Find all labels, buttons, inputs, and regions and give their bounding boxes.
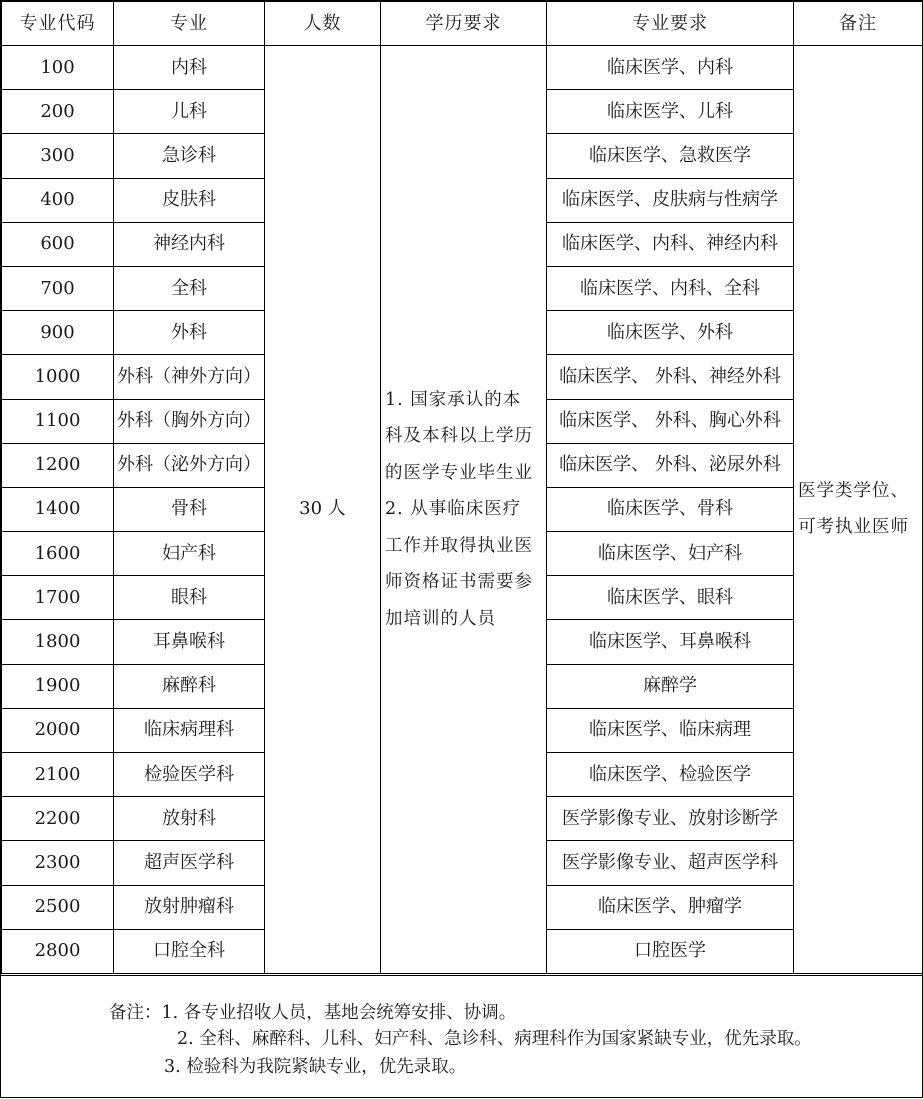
- specialty-code-cell: 100: [2, 46, 114, 90]
- specialty-requirement-cell: 医学影像专业、超声医学科: [547, 841, 794, 885]
- education-line: 加培训的人员: [385, 608, 496, 629]
- specialty-code-cell: 700: [2, 266, 114, 310]
- specialty-name-cell: 儿科: [114, 90, 265, 134]
- specialty-code-cell: 2200: [2, 797, 114, 841]
- specialty-name-cell: 临床病理科: [114, 708, 265, 752]
- specialty-code-cell: 300: [2, 134, 114, 178]
- education-requirement-cell: [381, 46, 547, 974]
- specialty-requirement-cell: 临床医学、骨科: [547, 487, 794, 531]
- specialty-requirement-cell: 口腔医学: [547, 929, 794, 973]
- specialty-requirement-cell: 临床医学、 外科、泌尿外科: [547, 443, 794, 487]
- specialty-code-cell: 1700: [2, 576, 114, 620]
- education-line: 工作并取得执业医: [385, 535, 533, 556]
- specialty-code-cell: 1800: [2, 620, 114, 664]
- specialty-requirement-cell: 临床医学、内科、神经内科: [547, 222, 794, 266]
- note-cell: [794, 46, 923, 974]
- specialty-requirement-cell: 临床医学、 外科、神经外科: [547, 355, 794, 399]
- specialty-name-cell: 放射科: [114, 797, 265, 841]
- specialty-requirement-cell: 临床医学、肿瘤学: [547, 885, 794, 929]
- education-line: 师资格证书需要参: [385, 572, 533, 593]
- specialty-requirement-cell: 临床医学、内科: [547, 46, 794, 90]
- header-note: 备注: [794, 2, 923, 46]
- header-requirement: 专业要求: [547, 2, 794, 46]
- specialty-code-cell: 400: [2, 178, 114, 222]
- table-header-row: [2, 2, 923, 46]
- specialty-name-cell: 口腔全科: [114, 929, 265, 973]
- specialty-requirement-cell: 临床医学、 外科、胸心外科: [547, 399, 794, 443]
- remark-line-2: 2. 全科、麻醉科、儿科、妇产科、急诊科、病理科作为国家紧缺专业，优先录取。: [177, 1029, 812, 1049]
- specialty-requirement-cell: 临床医学、急救医学: [547, 134, 794, 178]
- specialty-requirement-cell: 临床医学、儿科: [547, 90, 794, 134]
- specialty-code-cell: 2000: [2, 708, 114, 752]
- remark-line-1: 备注：1. 各专业招收人员，基地会统筹安排、协调。: [109, 1003, 517, 1023]
- specialty-name-cell: 外科（胸外方向）: [114, 399, 265, 443]
- specialty-requirement-cell: 临床医学、临床病理: [547, 708, 794, 752]
- specialty-name-cell: 放射肿瘤科: [114, 885, 265, 929]
- specialty-requirement-cell: 临床医学、外科: [547, 311, 794, 355]
- specialty-name-cell: 急诊科: [114, 134, 265, 178]
- specialty-table: [1, 1, 923, 974]
- remark-line-3: 3. 检验科为我院紧缺专业，优先录取。: [164, 1057, 467, 1077]
- specialty-requirement-cell: 医学影像专业、放射诊断学: [547, 797, 794, 841]
- specialty-name-cell: 超声医学科: [114, 841, 265, 885]
- note-line: 可考执业医师: [798, 517, 909, 538]
- specialty-code-cell: 2500: [2, 885, 114, 929]
- specialty-requirement-cell: 临床医学、内科、全科: [547, 266, 794, 310]
- specialty-code-cell: 2300: [2, 841, 114, 885]
- specialty-requirement-cell: 麻醉学: [547, 664, 794, 708]
- note-line: 医学类学位、: [798, 481, 909, 502]
- specialty-name-cell: 眼科: [114, 576, 265, 620]
- education-line: 科及本科以上学历: [385, 426, 533, 447]
- header-specialty: 专业: [114, 2, 265, 46]
- specialty-name-cell: 神经内科: [114, 222, 265, 266]
- count-cell: 30 人: [265, 46, 381, 974]
- specialty-code-cell: 1900: [2, 664, 114, 708]
- header-education: 学历要求: [381, 2, 547, 46]
- specialty-name-cell: 皮肤科: [114, 178, 265, 222]
- specialty-requirement-cell: 临床医学、检验医学: [547, 753, 794, 797]
- education-line: 1. 国家承认的本: [385, 389, 522, 410]
- table-row: [2, 46, 923, 90]
- specialty-code-cell: 2100: [2, 753, 114, 797]
- specialty-name-cell: 内科: [114, 46, 265, 90]
- specialty-name-cell: 耳鼻喉科: [114, 620, 265, 664]
- specialty-name-cell: 外科（泌外方向）: [114, 443, 265, 487]
- specialty-code-cell: 1200: [2, 443, 114, 487]
- specialty-requirement-cell: 临床医学、皮肤病与性病学: [547, 178, 794, 222]
- specialty-name-cell: 外科: [114, 311, 265, 355]
- specialty-name-cell: 麻醉科: [114, 664, 265, 708]
- specialty-name-cell: 骨科: [114, 487, 265, 531]
- specialty-code-cell: 2800: [2, 929, 114, 973]
- specialty-code-cell: 1600: [2, 532, 114, 576]
- specialty-requirement-cell: 临床医学、眼科: [547, 576, 794, 620]
- specialty-name-cell: 全科: [114, 266, 265, 310]
- specialty-name-cell: 妇产科: [114, 532, 265, 576]
- education-line: 的医学专业毕生业: [385, 462, 533, 483]
- education-line: 2. 从事临床医疗: [385, 499, 522, 520]
- specialty-code-cell: 200: [2, 90, 114, 134]
- specialty-requirement-cell: 临床医学、妇产科: [547, 532, 794, 576]
- specialty-code-cell: 1000: [2, 355, 114, 399]
- specialty-code-cell: 600: [2, 222, 114, 266]
- header-count: 人数: [265, 2, 381, 46]
- specialty-requirement-cell: 临床医学、耳鼻喉科: [547, 620, 794, 664]
- specialty-name-cell: 检验医学科: [114, 753, 265, 797]
- specialty-code-cell: 1100: [2, 399, 114, 443]
- specialty-code-cell: 900: [2, 311, 114, 355]
- header-code: 专业代码: [2, 2, 114, 46]
- specialty-name-cell: 外科（神外方向）: [114, 355, 265, 399]
- remarks-section: [1, 975, 922, 1099]
- specialty-code-cell: 1400: [2, 487, 114, 531]
